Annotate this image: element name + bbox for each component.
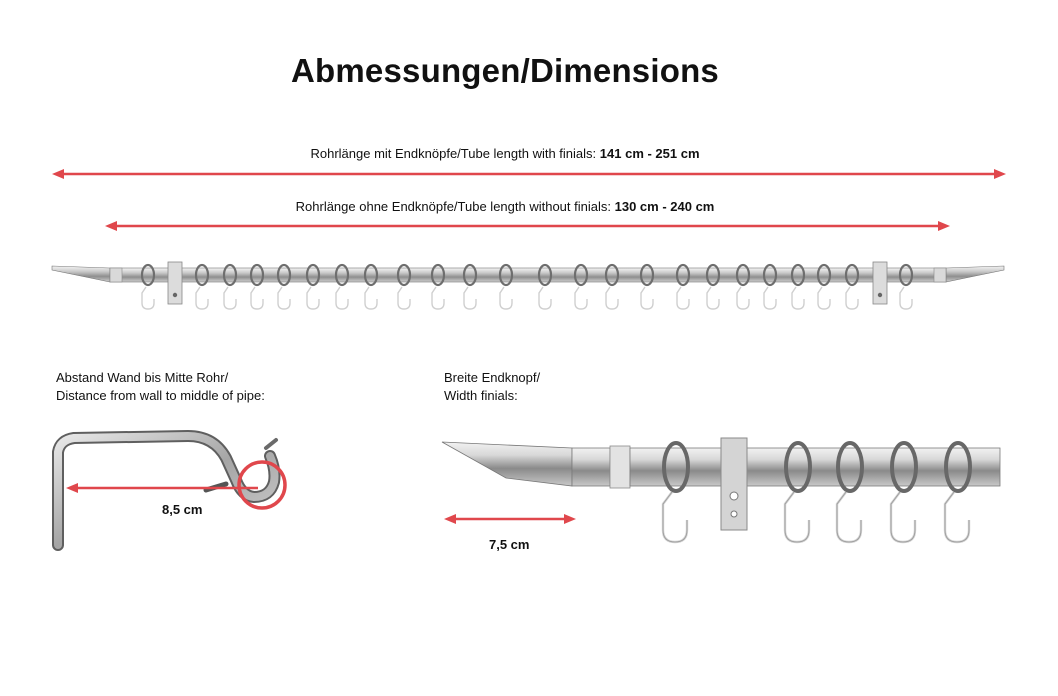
wall-distance-caption-line2: Distance from wall to middle of pipe: bbox=[56, 388, 265, 403]
finial-width-value: 7,5 cm bbox=[489, 537, 530, 552]
finial-detail-icon bbox=[442, 438, 1000, 530]
arrow-with-finials bbox=[52, 169, 1006, 179]
wall-distance-value: 8,5 cm bbox=[162, 502, 203, 517]
wall-bracket-icon bbox=[58, 436, 276, 545]
wall-distance-caption-line1: Abstand Wand bis Mitte Rohr/ bbox=[56, 370, 229, 385]
finial-width-caption-line2: Width finials: bbox=[444, 388, 518, 403]
finial-width-arrow bbox=[444, 514, 576, 524]
finial-width-caption-line1: Breite Endknopf/ bbox=[444, 370, 541, 385]
dimension-without-finials-value: 130 cm - 240 cm bbox=[614, 199, 715, 214]
dimension-with-finials-label: Rohrlänge mit Endknöpfe/Tube length with finials: bbox=[310, 146, 597, 161]
wall-distance-arrow bbox=[66, 483, 258, 493]
dimension-without-finials-label: Rohrlänge ohne Endknöpfe/Tube length without finials: bbox=[295, 199, 611, 214]
page-title: Abmessungen/Dimensions bbox=[291, 52, 719, 89]
dimension-with-finials-value: 141 cm - 251 cm bbox=[599, 146, 700, 161]
curtain-rod-icon bbox=[52, 262, 1004, 304]
arrow-without-finials bbox=[105, 221, 950, 231]
